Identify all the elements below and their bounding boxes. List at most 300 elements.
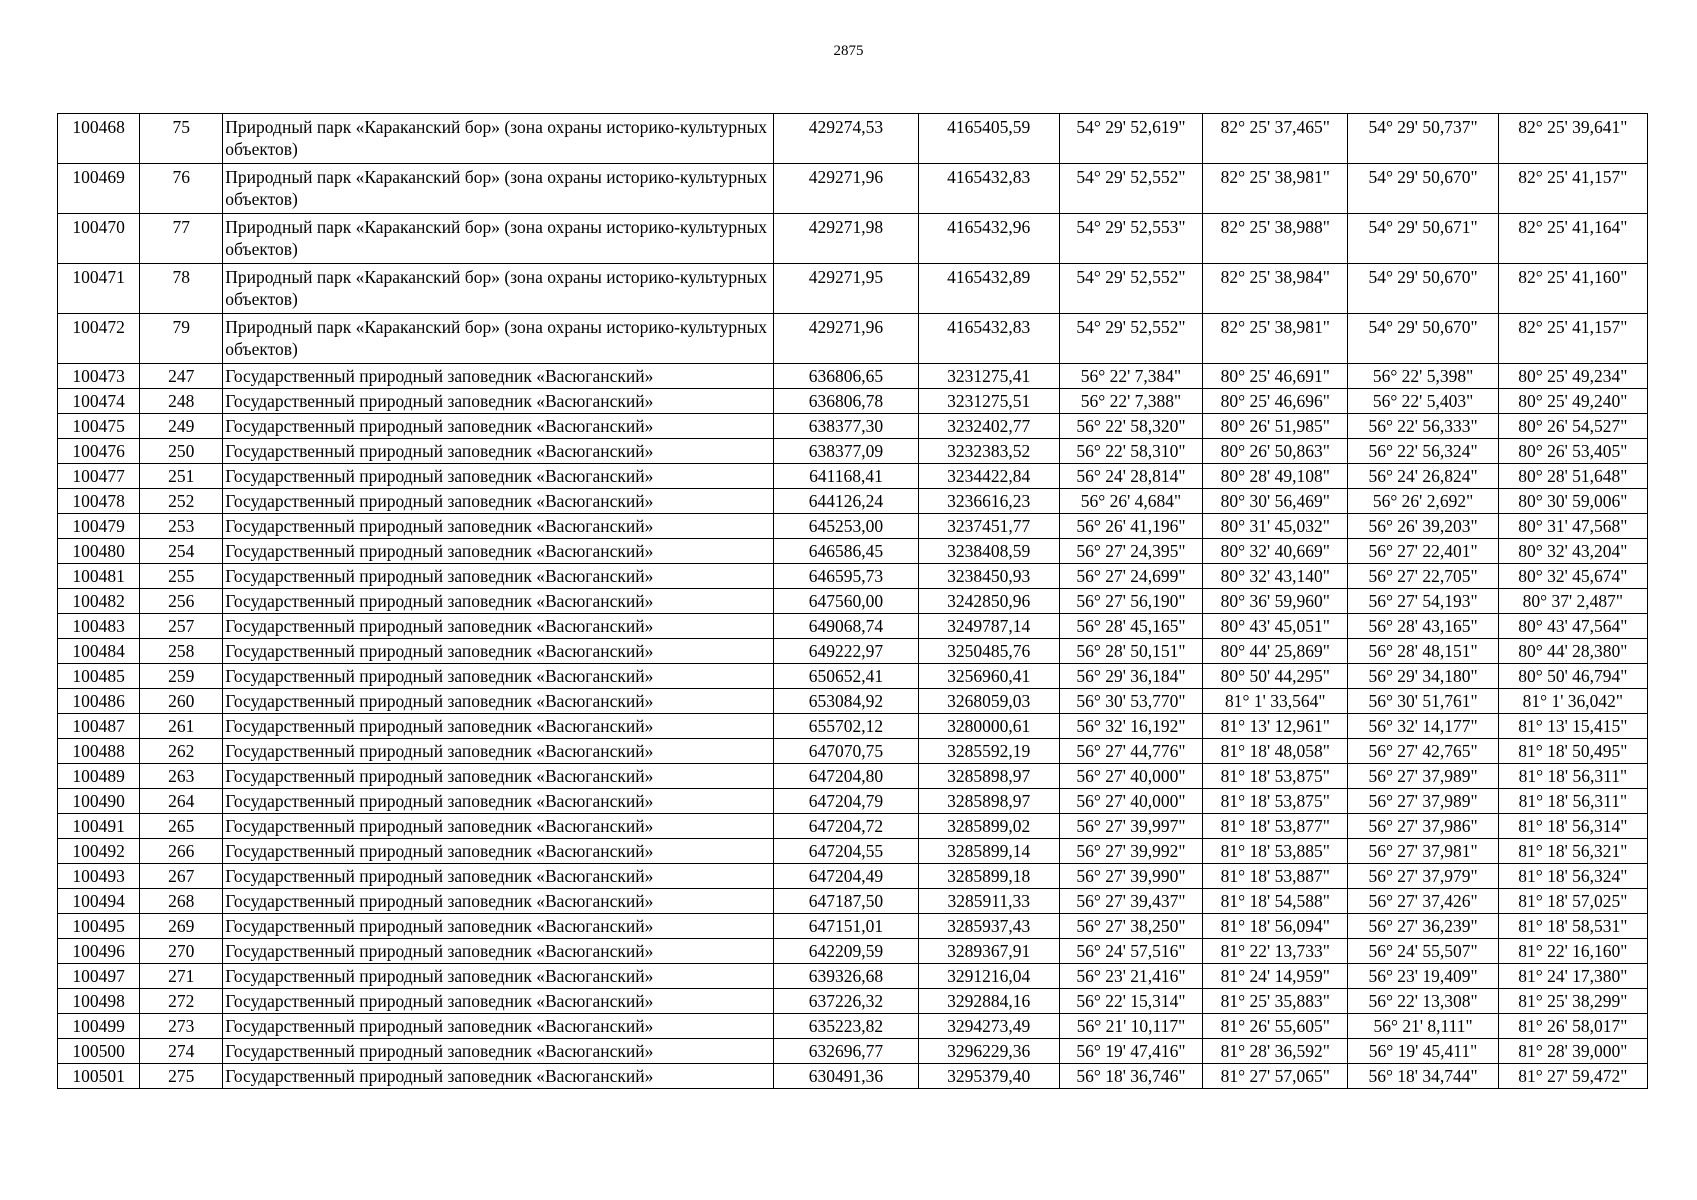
object-name-cell: Природный парк «Караканский бор» (зона охраны историко-культурных объектов) bbox=[223, 314, 774, 364]
latitude-1-cell: 56° 30' 53,770" bbox=[1059, 689, 1202, 714]
longitude-1-cell: 82° 25' 38,981" bbox=[1203, 314, 1348, 364]
coord-x-cell: 647070,75 bbox=[774, 739, 918, 764]
coord-x-cell: 630491,36 bbox=[774, 1064, 918, 1089]
page-number: 2875 bbox=[833, 43, 864, 59]
longitude-2-cell: 80° 25' 49,240" bbox=[1498, 389, 1647, 414]
longitude-1-cell: 81° 28' 36,592" bbox=[1203, 1039, 1348, 1064]
coord-x-cell: 638377,09 bbox=[774, 439, 918, 464]
latitude-1-cell: 56° 27' 40,000" bbox=[1059, 764, 1202, 789]
table-row bbox=[58, 789, 1648, 814]
longitude-1-cell: 80° 36' 59,960" bbox=[1203, 589, 1348, 614]
latitude-1-cell: 56° 22' 7,384" bbox=[1059, 364, 1202, 389]
row-id-cell: 100481 bbox=[58, 564, 140, 589]
longitude-2-cell: 81° 18' 56,324" bbox=[1498, 864, 1647, 889]
row-id-cell: 100476 bbox=[58, 439, 140, 464]
point-number-cell: 251 bbox=[140, 464, 223, 489]
object-name-cell: Государственный природный заповедник «Васюганский» bbox=[223, 764, 774, 789]
latitude-2-cell: 56° 18' 34,744" bbox=[1348, 1064, 1498, 1089]
longitude-2-cell: 81° 18' 50,495" bbox=[1498, 739, 1647, 764]
object-name-cell: Государственный природный заповедник «Васюганский» bbox=[223, 939, 774, 964]
row-id-cell: 100501 bbox=[58, 1064, 140, 1089]
point-number-cell: 260 bbox=[140, 689, 223, 714]
object-name-cell: Государственный природный заповедник «Васюганский» bbox=[223, 1039, 774, 1064]
latitude-1-cell: 54° 29' 52,553" bbox=[1059, 214, 1202, 264]
coord-y-cell: 4165432,83 bbox=[918, 314, 1059, 364]
row-id-cell: 100469 bbox=[58, 164, 140, 214]
point-number-cell: 272 bbox=[140, 989, 223, 1014]
coord-y-cell: 3280000,61 bbox=[918, 714, 1059, 739]
longitude-1-cell: 82° 25' 38,981" bbox=[1203, 164, 1348, 214]
row-id-cell: 100492 bbox=[58, 839, 140, 864]
row-id-cell: 100485 bbox=[58, 664, 140, 689]
table-row bbox=[58, 414, 1648, 439]
row-id-cell: 100494 bbox=[58, 889, 140, 914]
coord-x-cell: 647560,00 bbox=[774, 589, 918, 614]
coord-x-cell: 655702,12 bbox=[774, 714, 918, 739]
longitude-2-cell: 81° 25' 38,299" bbox=[1498, 989, 1647, 1014]
row-id-cell: 100498 bbox=[58, 989, 140, 1014]
coord-x-cell: 429271,95 bbox=[774, 264, 918, 314]
table-row bbox=[58, 389, 1648, 414]
table-row bbox=[58, 439, 1648, 464]
point-number-cell: 265 bbox=[140, 814, 223, 839]
longitude-1-cell: 80° 31' 45,032" bbox=[1203, 514, 1348, 539]
longitude-2-cell: 81° 18' 56,314" bbox=[1498, 814, 1647, 839]
latitude-2-cell: 56° 28' 43,165" bbox=[1348, 614, 1498, 639]
latitude-2-cell: 56° 29' 34,180" bbox=[1348, 664, 1498, 689]
table-row bbox=[58, 489, 1648, 514]
object-name-cell: Государственный природный заповедник «Васюганский» bbox=[223, 439, 774, 464]
object-name-cell: Государственный природный заповедник «Васюганский» bbox=[223, 664, 774, 689]
object-name-cell: Государственный природный заповедник «Васюганский» bbox=[223, 489, 774, 514]
latitude-1-cell: 56° 22' 15,314" bbox=[1059, 989, 1202, 1014]
longitude-1-cell: 81° 24' 14,959" bbox=[1203, 964, 1348, 989]
longitude-1-cell: 80° 25' 46,696" bbox=[1203, 389, 1348, 414]
coord-x-cell: 647204,49 bbox=[774, 864, 918, 889]
object-name-cell: Государственный природный заповедник «Васюганский» bbox=[223, 564, 774, 589]
coord-y-cell: 3285898,97 bbox=[918, 789, 1059, 814]
coord-y-cell: 4165432,83 bbox=[918, 164, 1059, 214]
coord-x-cell: 647151,01 bbox=[774, 914, 918, 939]
point-number-cell: 76 bbox=[140, 164, 223, 214]
table-row bbox=[58, 1014, 1648, 1039]
longitude-2-cell: 80° 50' 46,794" bbox=[1498, 664, 1647, 689]
coord-x-cell: 641168,41 bbox=[774, 464, 918, 489]
latitude-1-cell: 56° 32' 16,192" bbox=[1059, 714, 1202, 739]
latitude-2-cell: 56° 27' 22,705" bbox=[1348, 564, 1498, 589]
latitude-1-cell: 56° 27' 44,776" bbox=[1059, 739, 1202, 764]
object-name-cell: Государственный природный заповедник «Васюганский» bbox=[223, 389, 774, 414]
longitude-1-cell: 80° 32' 40,669" bbox=[1203, 539, 1348, 564]
longitude-2-cell: 81° 1' 36,042" bbox=[1498, 689, 1647, 714]
object-name-cell: Государственный природный заповедник «Васюганский» bbox=[223, 539, 774, 564]
latitude-1-cell: 56° 23' 21,416" bbox=[1059, 964, 1202, 989]
latitude-2-cell: 54° 29' 50,737" bbox=[1348, 114, 1498, 164]
point-number-cell: 252 bbox=[140, 489, 223, 514]
row-id-cell: 100489 bbox=[58, 764, 140, 789]
table-row bbox=[58, 664, 1648, 689]
coord-x-cell: 647187,50 bbox=[774, 889, 918, 914]
coord-y-cell: 3256960,41 bbox=[918, 664, 1059, 689]
object-name-cell: Государственный природный заповедник «Васюганский» bbox=[223, 789, 774, 814]
coord-y-cell: 3295379,40 bbox=[918, 1064, 1059, 1089]
coord-y-cell: 3250485,76 bbox=[918, 639, 1059, 664]
latitude-2-cell: 56° 27' 54,193" bbox=[1348, 589, 1498, 614]
latitude-2-cell: 56° 27' 22,401" bbox=[1348, 539, 1498, 564]
latitude-1-cell: 56° 28' 50,151" bbox=[1059, 639, 1202, 664]
row-id-cell: 100500 bbox=[58, 1039, 140, 1064]
row-id-cell: 100470 bbox=[58, 214, 140, 264]
longitude-1-cell: 81° 18' 54,588" bbox=[1203, 889, 1348, 914]
coord-x-cell: 632696,77 bbox=[774, 1039, 918, 1064]
point-number-cell: 268 bbox=[140, 889, 223, 914]
point-number-cell: 249 bbox=[140, 414, 223, 439]
object-name-cell: Природный парк «Караканский бор» (зона охраны историко-культурных объектов) bbox=[223, 264, 774, 314]
point-number-cell: 259 bbox=[140, 664, 223, 689]
coord-y-cell: 3234422,84 bbox=[918, 464, 1059, 489]
longitude-2-cell: 80° 32' 45,674" bbox=[1498, 564, 1647, 589]
latitude-2-cell: 56° 26' 2,692" bbox=[1348, 489, 1498, 514]
latitude-1-cell: 56° 27' 39,437" bbox=[1059, 889, 1202, 914]
point-number-cell: 253 bbox=[140, 514, 223, 539]
longitude-1-cell: 80° 28' 49,108" bbox=[1203, 464, 1348, 489]
longitude-2-cell: 81° 18' 58,531" bbox=[1498, 914, 1647, 939]
coord-y-cell: 3285899,02 bbox=[918, 814, 1059, 839]
latitude-2-cell: 56° 30' 51,761" bbox=[1348, 689, 1498, 714]
point-number-cell: 78 bbox=[140, 264, 223, 314]
table-body bbox=[58, 114, 1648, 1089]
longitude-1-cell: 80° 50' 44,295" bbox=[1203, 664, 1348, 689]
table-row bbox=[58, 814, 1648, 839]
table-row bbox=[58, 1064, 1648, 1089]
longitude-1-cell: 82° 25' 37,465" bbox=[1203, 114, 1348, 164]
coord-y-cell: 3236616,23 bbox=[918, 489, 1059, 514]
latitude-1-cell: 54° 29' 52,619" bbox=[1059, 114, 1202, 164]
coord-x-cell: 647204,72 bbox=[774, 814, 918, 839]
latitude-1-cell: 56° 22' 58,310" bbox=[1059, 439, 1202, 464]
longitude-1-cell: 82° 25' 38,988" bbox=[1203, 214, 1348, 264]
latitude-2-cell: 56° 32' 14,177" bbox=[1348, 714, 1498, 739]
longitude-2-cell: 82° 25' 39,641" bbox=[1498, 114, 1647, 164]
coord-y-cell: 3292884,16 bbox=[918, 989, 1059, 1014]
coord-y-cell: 3232383,52 bbox=[918, 439, 1059, 464]
longitude-2-cell: 82° 25' 41,164" bbox=[1498, 214, 1647, 264]
coord-x-cell: 647204,55 bbox=[774, 839, 918, 864]
longitude-1-cell: 80° 30' 56,469" bbox=[1203, 489, 1348, 514]
latitude-1-cell: 56° 27' 39,997" bbox=[1059, 814, 1202, 839]
latitude-1-cell: 56° 27' 40,000" bbox=[1059, 789, 1202, 814]
coord-x-cell: 645253,00 bbox=[774, 514, 918, 539]
row-id-cell: 100474 bbox=[58, 389, 140, 414]
point-number-cell: 261 bbox=[140, 714, 223, 739]
latitude-1-cell: 56° 27' 39,990" bbox=[1059, 864, 1202, 889]
row-id-cell: 100478 bbox=[58, 489, 140, 514]
coord-y-cell: 3232402,77 bbox=[918, 414, 1059, 439]
row-id-cell: 100499 bbox=[58, 1014, 140, 1039]
coord-y-cell: 3249787,14 bbox=[918, 614, 1059, 639]
latitude-2-cell: 56° 27' 37,989" bbox=[1348, 764, 1498, 789]
object-name-cell: Государственный природный заповедник «Васюганский» bbox=[223, 414, 774, 439]
object-name-cell: Государственный природный заповедник «Васюганский» bbox=[223, 689, 774, 714]
latitude-1-cell: 56° 27' 24,395" bbox=[1059, 539, 1202, 564]
table-row bbox=[58, 864, 1648, 889]
coord-y-cell: 3289367,91 bbox=[918, 939, 1059, 964]
coord-x-cell: 636806,78 bbox=[774, 389, 918, 414]
coord-x-cell: 429271,96 bbox=[774, 314, 918, 364]
longitude-1-cell: 82° 25' 38,984" bbox=[1203, 264, 1348, 314]
coord-y-cell: 3285898,97 bbox=[918, 764, 1059, 789]
coord-y-cell: 4165405,59 bbox=[918, 114, 1059, 164]
longitude-1-cell: 81° 1' 33,564" bbox=[1203, 689, 1348, 714]
coord-y-cell: 3242850,96 bbox=[918, 589, 1059, 614]
longitude-1-cell: 81° 18' 53,875" bbox=[1203, 789, 1348, 814]
longitude-2-cell: 80° 31' 47,568" bbox=[1498, 514, 1647, 539]
point-number-cell: 247 bbox=[140, 364, 223, 389]
table-row bbox=[58, 639, 1648, 664]
longitude-2-cell: 81° 18' 56,311" bbox=[1498, 764, 1647, 789]
longitude-1-cell: 81° 18' 53,885" bbox=[1203, 839, 1348, 864]
latitude-2-cell: 56° 27' 37,989" bbox=[1348, 789, 1498, 814]
row-id-cell: 100482 bbox=[58, 589, 140, 614]
latitude-1-cell: 56° 27' 39,992" bbox=[1059, 839, 1202, 864]
coord-x-cell: 642209,59 bbox=[774, 939, 918, 964]
object-name-cell: Государственный природный заповедник «Васюганский» bbox=[223, 1014, 774, 1039]
longitude-1-cell: 80° 32' 43,140" bbox=[1203, 564, 1348, 589]
longitude-2-cell: 81° 24' 17,380" bbox=[1498, 964, 1647, 989]
row-id-cell: 100487 bbox=[58, 714, 140, 739]
coord-x-cell: 649068,74 bbox=[774, 614, 918, 639]
point-number-cell: 254 bbox=[140, 539, 223, 564]
point-number-cell: 257 bbox=[140, 614, 223, 639]
longitude-1-cell: 80° 43' 45,051" bbox=[1203, 614, 1348, 639]
latitude-2-cell: 54° 29' 50,670" bbox=[1348, 314, 1498, 364]
longitude-2-cell: 80° 43' 47,564" bbox=[1498, 614, 1647, 639]
latitude-2-cell: 56° 27' 42,765" bbox=[1348, 739, 1498, 764]
table-row bbox=[58, 114, 1648, 164]
coord-x-cell: 650652,41 bbox=[774, 664, 918, 689]
table-row bbox=[58, 764, 1648, 789]
coord-y-cell: 3291216,04 bbox=[918, 964, 1059, 989]
table-row bbox=[58, 914, 1648, 939]
coord-y-cell: 3231275,41 bbox=[918, 364, 1059, 389]
longitude-2-cell: 80° 26' 54,527" bbox=[1498, 414, 1647, 439]
coord-x-cell: 653084,92 bbox=[774, 689, 918, 714]
point-number-cell: 267 bbox=[140, 864, 223, 889]
row-id-cell: 100473 bbox=[58, 364, 140, 389]
row-id-cell: 100483 bbox=[58, 614, 140, 639]
coord-y-cell: 4165432,89 bbox=[918, 264, 1059, 314]
longitude-2-cell: 81° 22' 16,160" bbox=[1498, 939, 1647, 964]
latitude-1-cell: 54° 29' 52,552" bbox=[1059, 264, 1202, 314]
object-name-cell: Государственный природный заповедник «Васюганский» bbox=[223, 864, 774, 889]
coord-x-cell: 429271,98 bbox=[774, 214, 918, 264]
coord-x-cell: 635223,82 bbox=[774, 1014, 918, 1039]
object-name-cell: Государственный природный заповедник «Васюганский» bbox=[223, 639, 774, 664]
object-name-cell: Государственный природный заповедник «Васюганский» bbox=[223, 814, 774, 839]
coord-x-cell: 637226,32 bbox=[774, 989, 918, 1014]
point-number-cell: 262 bbox=[140, 739, 223, 764]
longitude-2-cell: 82° 25' 41,160" bbox=[1498, 264, 1647, 314]
coord-x-cell: 646595,73 bbox=[774, 564, 918, 589]
point-number-cell: 256 bbox=[140, 589, 223, 614]
latitude-1-cell: 56° 22' 7,388" bbox=[1059, 389, 1202, 414]
point-number-cell: 264 bbox=[140, 789, 223, 814]
longitude-2-cell: 82° 25' 41,157" bbox=[1498, 164, 1647, 214]
point-number-cell: 270 bbox=[140, 939, 223, 964]
table-row bbox=[58, 964, 1648, 989]
row-id-cell: 100497 bbox=[58, 964, 140, 989]
point-number-cell: 75 bbox=[140, 114, 223, 164]
latitude-2-cell: 56° 19' 45,411" bbox=[1348, 1039, 1498, 1064]
longitude-2-cell: 81° 28' 39,000" bbox=[1498, 1039, 1647, 1064]
latitude-2-cell: 56° 27' 37,979" bbox=[1348, 864, 1498, 889]
table-row bbox=[58, 939, 1648, 964]
longitude-2-cell: 80° 26' 53,405" bbox=[1498, 439, 1647, 464]
row-id-cell: 100472 bbox=[58, 314, 140, 364]
latitude-1-cell: 56° 27' 24,699" bbox=[1059, 564, 1202, 589]
coord-x-cell: 647204,80 bbox=[774, 764, 918, 789]
row-id-cell: 100479 bbox=[58, 514, 140, 539]
latitude-2-cell: 54° 29' 50,671" bbox=[1348, 214, 1498, 264]
longitude-1-cell: 81° 18' 53,875" bbox=[1203, 764, 1348, 789]
row-id-cell: 100484 bbox=[58, 639, 140, 664]
longitude-2-cell: 80° 32' 43,204" bbox=[1498, 539, 1647, 564]
row-id-cell: 100496 bbox=[58, 939, 140, 964]
latitude-1-cell: 56° 26' 41,196" bbox=[1059, 514, 1202, 539]
object-name-cell: Природный парк «Караканский бор» (зона охраны историко-культурных объектов) bbox=[223, 164, 774, 214]
table-row bbox=[58, 614, 1648, 639]
coord-x-cell: 639326,68 bbox=[774, 964, 918, 989]
coord-y-cell: 3238408,59 bbox=[918, 539, 1059, 564]
longitude-2-cell: 80° 28' 51,648" bbox=[1498, 464, 1647, 489]
object-name-cell: Государственный природный заповедник «Васюганский» bbox=[223, 739, 774, 764]
longitude-1-cell: 81° 22' 13,733" bbox=[1203, 939, 1348, 964]
coord-x-cell: 644126,24 bbox=[774, 489, 918, 514]
table-row bbox=[58, 264, 1648, 314]
longitude-2-cell: 80° 30' 59,006" bbox=[1498, 489, 1647, 514]
longitude-2-cell: 81° 27' 59,472" bbox=[1498, 1064, 1647, 1089]
table-row bbox=[58, 164, 1648, 214]
table-row bbox=[58, 889, 1648, 914]
table-row bbox=[58, 714, 1648, 739]
latitude-2-cell: 54° 29' 50,670" bbox=[1348, 264, 1498, 314]
longitude-2-cell: 81° 13' 15,415" bbox=[1498, 714, 1647, 739]
point-number-cell: 266 bbox=[140, 839, 223, 864]
object-name-cell: Государственный природный заповедник «Васюганский» bbox=[223, 1064, 774, 1089]
point-number-cell: 263 bbox=[140, 764, 223, 789]
row-id-cell: 100495 bbox=[58, 914, 140, 939]
latitude-1-cell: 56° 29' 36,184" bbox=[1059, 664, 1202, 689]
object-name-cell: Государственный природный заповедник «Васюганский» bbox=[223, 589, 774, 614]
object-name-cell: Государственный природный заповедник «Васюганский» bbox=[223, 964, 774, 989]
object-name-cell: Государственный природный заповедник «Васюганский» bbox=[223, 614, 774, 639]
coord-y-cell: 3238450,93 bbox=[918, 564, 1059, 589]
latitude-2-cell: 56° 27' 37,426" bbox=[1348, 889, 1498, 914]
latitude-1-cell: 56° 24' 28,814" bbox=[1059, 464, 1202, 489]
latitude-2-cell: 56° 27' 36,239" bbox=[1348, 914, 1498, 939]
latitude-2-cell: 54° 29' 50,670" bbox=[1348, 164, 1498, 214]
coord-y-cell: 3285911,33 bbox=[918, 889, 1059, 914]
row-id-cell: 100486 bbox=[58, 689, 140, 714]
row-id-cell: 100488 bbox=[58, 739, 140, 764]
object-name-cell: Государственный природный заповедник «Васюганский» bbox=[223, 714, 774, 739]
point-number-cell: 269 bbox=[140, 914, 223, 939]
point-number-cell: 77 bbox=[140, 214, 223, 264]
coord-x-cell: 647204,79 bbox=[774, 789, 918, 814]
coord-y-cell: 3268059,03 bbox=[918, 689, 1059, 714]
latitude-2-cell: 56° 24' 55,507" bbox=[1348, 939, 1498, 964]
latitude-1-cell: 56° 28' 45,165" bbox=[1059, 614, 1202, 639]
latitude-1-cell: 54° 29' 52,552" bbox=[1059, 314, 1202, 364]
longitude-2-cell: 80° 25' 49,234" bbox=[1498, 364, 1647, 389]
latitude-2-cell: 56° 28' 48,151" bbox=[1348, 639, 1498, 664]
longitude-1-cell: 81° 18' 53,877" bbox=[1203, 814, 1348, 839]
longitude-1-cell: 81° 27' 57,065" bbox=[1203, 1064, 1348, 1089]
point-number-cell: 250 bbox=[140, 439, 223, 464]
latitude-1-cell: 56° 27' 38,250" bbox=[1059, 914, 1202, 939]
object-name-cell: Государственный природный заповедник «Васюганский» bbox=[223, 839, 774, 864]
latitude-1-cell: 56° 27' 56,190" bbox=[1059, 589, 1202, 614]
latitude-1-cell: 56° 18' 36,746" bbox=[1059, 1064, 1202, 1089]
row-id-cell: 100477 bbox=[58, 464, 140, 489]
row-id-cell: 100490 bbox=[58, 789, 140, 814]
point-number-cell: 248 bbox=[140, 389, 223, 414]
latitude-1-cell: 56° 19' 47,416" bbox=[1059, 1039, 1202, 1064]
row-id-cell: 100471 bbox=[58, 264, 140, 314]
table-row bbox=[58, 364, 1648, 389]
coord-y-cell: 3296229,36 bbox=[918, 1039, 1059, 1064]
object-name-cell: Государственный природный заповедник «Васюганский» bbox=[223, 364, 774, 389]
coord-y-cell: 3285937,43 bbox=[918, 914, 1059, 939]
table-row bbox=[58, 739, 1648, 764]
longitude-1-cell: 81° 13' 12,961" bbox=[1203, 714, 1348, 739]
point-number-cell: 275 bbox=[140, 1064, 223, 1089]
latitude-1-cell: 56° 26' 4,684" bbox=[1059, 489, 1202, 514]
object-name-cell: Государственный природный заповедник «Васюганский» bbox=[223, 989, 774, 1014]
object-name-cell: Природный парк «Караканский бор» (зона охраны историко-культурных объектов) bbox=[223, 214, 774, 264]
latitude-2-cell: 56° 22' 56,324" bbox=[1348, 439, 1498, 464]
object-name-cell: Государственный природный заповедник «Васюганский» bbox=[223, 914, 774, 939]
longitude-1-cell: 80° 26' 51,985" bbox=[1203, 414, 1348, 439]
point-number-cell: 79 bbox=[140, 314, 223, 364]
point-number-cell: 258 bbox=[140, 639, 223, 664]
object-name-cell: Государственный природный заповедник «Васюганский» bbox=[223, 889, 774, 914]
coord-y-cell: 3294273,49 bbox=[918, 1014, 1059, 1039]
table-row bbox=[58, 314, 1648, 364]
table-row bbox=[58, 989, 1648, 1014]
table-row bbox=[58, 539, 1648, 564]
latitude-2-cell: 56° 22' 13,308" bbox=[1348, 989, 1498, 1014]
point-number-cell: 273 bbox=[140, 1014, 223, 1039]
row-id-cell: 100493 bbox=[58, 864, 140, 889]
row-id-cell: 100475 bbox=[58, 414, 140, 439]
coordinates-table bbox=[57, 113, 1648, 1089]
longitude-2-cell: 80° 44' 28,380" bbox=[1498, 639, 1647, 664]
table-row bbox=[58, 564, 1648, 589]
latitude-2-cell: 56° 22' 5,403" bbox=[1348, 389, 1498, 414]
table-row bbox=[58, 514, 1648, 539]
latitude-2-cell: 56° 22' 5,398" bbox=[1348, 364, 1498, 389]
coord-x-cell: 429271,96 bbox=[774, 164, 918, 214]
row-id-cell: 100491 bbox=[58, 814, 140, 839]
longitude-1-cell: 80° 26' 50,863" bbox=[1203, 439, 1348, 464]
latitude-2-cell: 56° 23' 19,409" bbox=[1348, 964, 1498, 989]
table-row bbox=[58, 1039, 1648, 1064]
table-row bbox=[58, 589, 1648, 614]
longitude-1-cell: 81° 26' 55,605" bbox=[1203, 1014, 1348, 1039]
table-row bbox=[58, 689, 1648, 714]
longitude-2-cell: 81° 18' 56,321" bbox=[1498, 839, 1647, 864]
